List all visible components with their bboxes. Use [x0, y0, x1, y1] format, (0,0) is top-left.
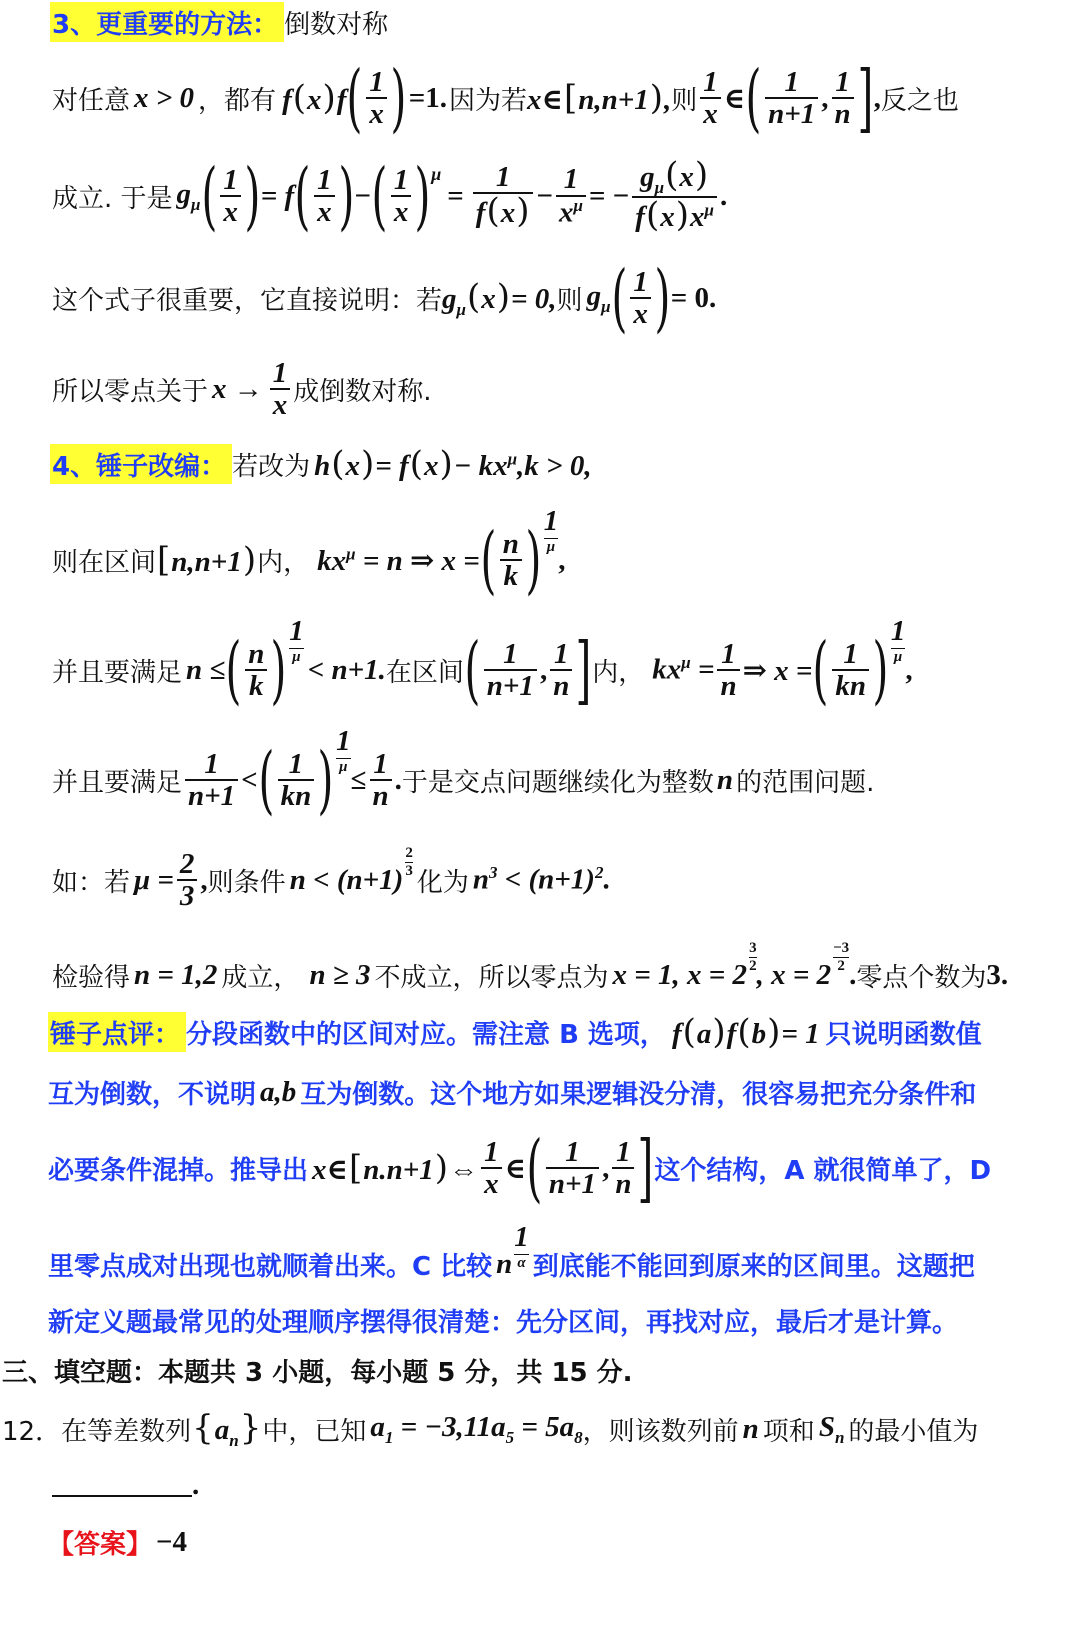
exponent: $\frac{1}{\mu}$: [336, 724, 351, 775]
formula: ∈: [504, 1152, 527, 1185]
fill-in-section-heading: [2, 1350, 633, 1390]
answer-line: [48, 1522, 187, 1562]
formula: ,: [200, 863, 208, 896]
formula: .: [394, 763, 402, 796]
formula: ∈: [723, 82, 746, 115]
review-line-3: [48, 1125, 992, 1211]
formula: ⇒ x =: [742, 654, 813, 687]
paren: ]: [857, 55, 874, 141]
fraction: $\frac{1}{x}$: [391, 165, 412, 228]
paragraph-5: [52, 504, 566, 603]
formula: n < (n+1): [289, 863, 404, 896]
fraction: $\frac{1}{x}$: [270, 358, 291, 421]
paren: (: [346, 55, 363, 141]
formula: $\{a_n\}$: [192, 1407, 262, 1450]
text: 所以零点关于: [52, 376, 209, 407]
text: 项和: [762, 1416, 815, 1447]
text: 的范围问题.: [736, 767, 875, 798]
formula: x∈[n,n+1),: [526, 78, 672, 118]
text: 化为: [416, 867, 469, 898]
formula: −: [354, 179, 371, 212]
fraction: $\frac{1}{x}$: [366, 67, 387, 130]
formula: f(x)f: [282, 78, 347, 118]
formula: $n^3 < (n+1)^2$.: [472, 863, 611, 896]
fraction: $\frac{1}{x}$: [630, 267, 651, 330]
text: 于是交点问题继续化为整数: [401, 767, 714, 798]
paragraph-4: [52, 356, 432, 422]
text: 只说明函数值: [825, 1019, 982, 1050]
fraction: $\frac{1}{n}$: [612, 1137, 634, 1200]
formula: < n+1.: [307, 653, 386, 686]
formula: a,b: [260, 1075, 297, 1108]
formula: n ≤: [186, 653, 226, 686]
text: 并且要满足: [52, 767, 183, 798]
paren: (: [258, 737, 275, 823]
text: 到底能不能回到原来的区间里。这题把: [532, 1251, 975, 1282]
exponent: $\frac{1}{\alpha}$: [514, 1220, 529, 1271]
exponent: $\frac{1}{\mu}$: [543, 504, 559, 555]
fraction: $\frac{1}{x^\mu}$: [556, 164, 586, 228]
formula: n ≥ 3: [309, 958, 371, 991]
formula: n = 1,2: [134, 958, 218, 991]
text: ，都有: [198, 85, 277, 116]
text: 这个式子很重要，它直接说明：若: [52, 285, 443, 316]
paren: ): [244, 153, 261, 239]
paragraph-2: [52, 153, 728, 239]
paren: (: [464, 627, 481, 713]
review-line-5: [48, 1300, 958, 1340]
paren: ): [872, 627, 889, 713]
paren: ): [317, 737, 334, 823]
formula: .: [192, 1468, 200, 1501]
paren: (: [225, 627, 242, 713]
text: 内，: [592, 657, 645, 688]
text: 在区间: [385, 657, 464, 688]
formula: $kx^\mu = n$ ⇒ x =: [317, 543, 480, 577]
formula: 3.: [986, 958, 1009, 991]
text: 零点个数为: [856, 962, 987, 993]
fraction: $\frac{1}{n}$: [370, 749, 392, 812]
fraction: $\frac{n}{k}$: [245, 639, 267, 702]
formula: x∈[n.n+1)⇔: [312, 1148, 479, 1188]
text: 互为倒数。这个地方如果逻辑没分清，很容易把充分条件和: [300, 1079, 977, 1110]
text: 新定义题最常见的处理顺序摆得很清楚：先分区间，再找对应，最后才是计算。: [48, 1307, 959, 1338]
formula: −: [536, 179, 553, 212]
formula: $a_1 = -3,11a_5 = 5a_8$: [370, 1410, 583, 1447]
text: 必要条件混掉。推导出: [48, 1155, 309, 1186]
paren: (: [812, 627, 829, 713]
review-label: 锤子点评：: [48, 1012, 186, 1052]
paren: (: [745, 55, 762, 141]
formula: f(a)f(b)= 1: [671, 1012, 820, 1052]
section-3-title: 倒数对称: [284, 9, 389, 40]
paren: ]: [575, 627, 592, 713]
text: 因为若: [448, 85, 527, 116]
formula: ,: [539, 653, 548, 686]
fraction: $\frac{1}{x}$: [700, 67, 721, 130]
paren: (: [294, 153, 311, 239]
text: 成立，: [221, 962, 300, 993]
formula: $g_\mu(x)= 0$,: [442, 276, 557, 319]
paren: (: [200, 153, 217, 239]
formula: =: [447, 179, 464, 212]
answer-blank[interactable]: [52, 1473, 192, 1497]
formula: = −: [588, 179, 630, 212]
paren: ): [654, 255, 671, 341]
formula: $g_\mu$: [586, 279, 611, 316]
fraction: $\frac{1}{f(x)}$: [473, 162, 534, 230]
formula: [n,n+1): [157, 540, 257, 580]
paragraph-9: [52, 939, 1009, 1005]
text: 成倒数对称.: [293, 376, 432, 407]
text: 的最小值为: [848, 1416, 979, 1447]
text: 则: [556, 285, 583, 316]
section-4-label: 4、锤子改编：: [50, 444, 232, 484]
fraction: $\frac{1}{x}$: [220, 165, 241, 228]
formula: ,: [558, 543, 566, 576]
formula: n: [716, 763, 734, 796]
text: 里零点成对出现也就顺着出来。C 比较: [48, 1251, 493, 1282]
formula: $S_n$: [818, 1410, 845, 1447]
text: 对任意: [52, 85, 131, 116]
exponent: $\frac{1}{\mu}$: [890, 614, 906, 665]
paragraph-1: [52, 55, 959, 141]
formula: = f: [260, 179, 295, 212]
fraction: $\frac{1}{kn}$: [278, 749, 315, 812]
formula: $kx^\mu$ =: [652, 653, 715, 686]
formula: x > 0: [134, 81, 195, 114]
text: 这个结构，A 就很简单了，D: [654, 1155, 992, 1186]
paren: ): [414, 153, 431, 239]
answer-blank-line: [52, 1470, 199, 1500]
formula: .: [719, 179, 728, 212]
paren: ): [338, 153, 354, 239]
formula: x →: [212, 372, 263, 405]
text: 检验得: [52, 962, 131, 993]
fraction: $\frac{1}{n+1}$: [185, 749, 238, 812]
formula: μ: [431, 163, 442, 184]
formula: ,: [905, 653, 913, 686]
paragraph-6: [52, 614, 913, 713]
paren: ]: [637, 1125, 654, 1211]
text: 不成立，所以零点为: [374, 962, 609, 993]
exponent: $\frac{2}{3}$: [405, 844, 413, 879]
formula: n: [742, 1412, 759, 1445]
fraction: $\frac{1}{n}$: [717, 639, 739, 702]
fraction: $\frac{1}{kn}$: [832, 639, 869, 702]
question-12: [2, 1404, 978, 1454]
section-3-heading: [50, 2, 388, 42]
paren: ): [270, 627, 287, 713]
formula: , x = 2: [756, 958, 832, 991]
answer-label: 【答案】: [48, 1529, 153, 1560]
fraction: $\frac{1}{n+1}$: [484, 639, 537, 702]
fraction: $\frac{1}{n}$: [550, 639, 572, 702]
text: 如：若: [52, 867, 131, 898]
text: 则: [671, 85, 698, 116]
formula: ,: [873, 81, 881, 114]
fraction: $\frac{1}{n+1}$: [546, 1137, 599, 1200]
formula: ,: [821, 81, 829, 114]
text: 反之也: [880, 85, 959, 116]
text: ，则该数列前: [582, 1416, 739, 1447]
text: 则在区间: [52, 547, 157, 578]
fraction: $\frac{2}{3}$: [177, 849, 198, 912]
paren: (: [526, 1125, 543, 1211]
paren: (: [371, 153, 388, 239]
text: 成立. 于是: [52, 183, 173, 214]
text: 三、填空题：本题共 3 小题，每小题 5 分，共 15 分.: [2, 1357, 633, 1388]
text: 分段函数中的区间对应。需注意 B 选项，: [186, 1019, 666, 1050]
paragraph-3: [52, 255, 717, 341]
paren: (: [480, 517, 497, 603]
fraction: $\frac{1}{x}$: [314, 165, 335, 228]
text: 内，: [257, 547, 310, 578]
paren: (: [611, 255, 627, 341]
text: 并且要满足: [52, 657, 183, 688]
formula: x = 1, x = 2: [612, 958, 748, 991]
review-line-1: [48, 1010, 982, 1054]
formula: =1.: [408, 81, 447, 114]
fraction: $\frac{n}{k}$: [500, 529, 522, 592]
exponent: $\frac{1}{\mu}$: [289, 614, 304, 665]
paragraph-7: [52, 724, 875, 823]
review-line-4: [48, 1220, 975, 1292]
text: 互为倒数，不说明: [48, 1079, 257, 1110]
text: 若改为: [232, 451, 311, 482]
formula: ≤: [350, 763, 367, 796]
paren: ): [390, 55, 407, 141]
exponent: $\frac{-3}{2}$: [833, 939, 850, 974]
formula: n: [496, 1247, 513, 1280]
fraction: $\frac{g_\mu(x)}{f(x)x^\mu}$: [632, 158, 717, 234]
exponent: $\frac{3}{2}$: [749, 939, 757, 974]
text: 12．在等差数列: [2, 1416, 192, 1447]
section-3-label: 3、更重要的方法：: [50, 2, 284, 42]
review-line-2: [48, 1072, 976, 1112]
text: 则条件: [207, 867, 286, 898]
text: 中，已知: [262, 1416, 367, 1447]
answer-value: −4: [156, 1525, 188, 1558]
fraction: $\frac{1}{n}$: [832, 67, 854, 130]
formula: ,: [602, 1151, 610, 1184]
fraction: $\frac{1}{n+1}$: [765, 67, 818, 130]
formula: <: [241, 763, 258, 796]
paragraph-8: [52, 845, 611, 915]
formula: $g_\mu$: [176, 177, 201, 214]
fraction: $\frac{1}{x}$: [481, 1137, 502, 1200]
formula: μ =: [134, 863, 174, 896]
paren: ): [525, 517, 542, 603]
formula: = 0.: [670, 281, 717, 314]
formula: .: [849, 958, 857, 991]
section-4-heading: [50, 444, 592, 484]
formula: $h(x)= f(x)- kx^\mu,k > 0$,: [314, 444, 592, 484]
